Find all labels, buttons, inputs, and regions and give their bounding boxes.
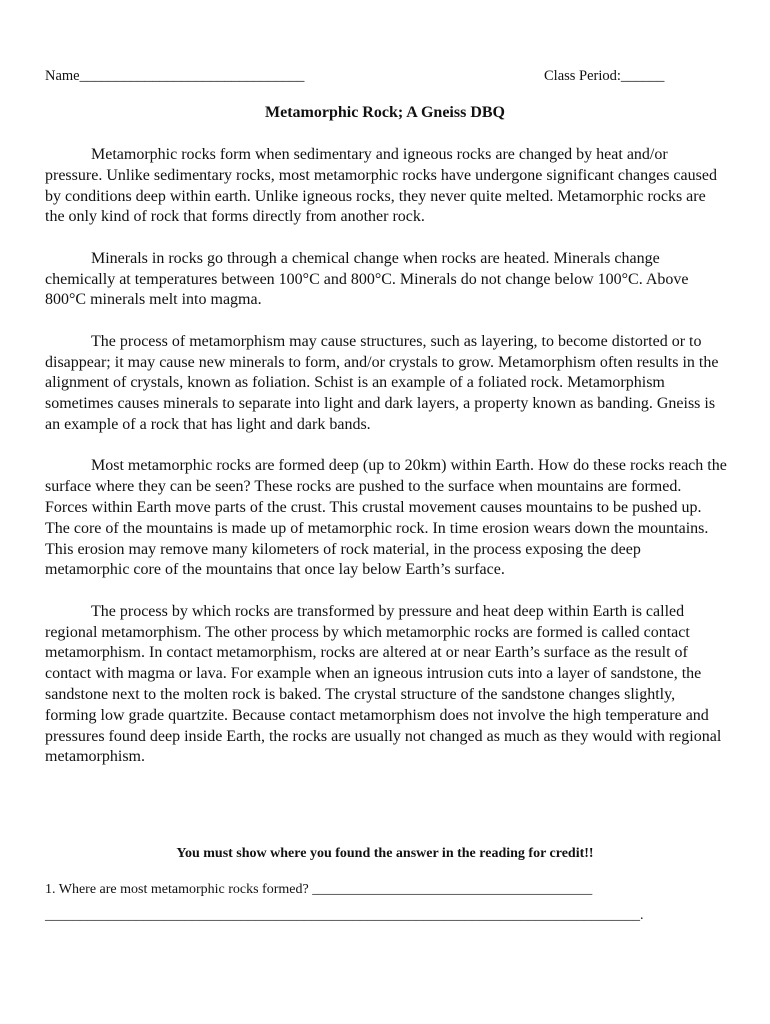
paragraph-metamorphic-intro: Metamorphic rocks form when sedimentary and igneous rocks are changed by heat and/or pressure. Unlike sedimentary rocks, most metamorphic rocks have undergone significant changes caused by conditions deep within earth. Unlike igneous rocks, they never quite melted. Metamorphic rocks are the only kind of rock that forms directly from another rock. <box>45 146 717 226</box>
question-1[interactable]: 1. Where are most metamorphic rocks formed? ________________________________________ <box>45 882 593 897</box>
paragraph-regional-contact: The process by which rocks are transformed by pressure and heat deep within Earth is called regional metamorphism. The other process by which metamorphic rocks are formed is called contact metamorphism. In contact metamorphism, rocks are altered at or near Earth’s surface as the result of contact with magma or lava. For example when an igneous intrusion cuts into a layer of sandstone, the sandstone next to the molten rock is baked. The crystal structure of the sandstone changes slightly, forming low grade quartzite. Because contact metamorphism does not involve the high temperature and pressures found deep inside Earth, the rocks are usually not changed as much as they would with regional metamorphism. <box>45 602 722 766</box>
paragraph-surface-exposure: Most metamorphic rocks are formed deep (up to 20km) within Earth. How do these rocks reach the surface where they can be seen? These rocks are pushed to the surface when mountains are formed. Forces within Earth move parts of the crust. This crustal movement causes mountains to be pushed up. The core of the mountains is made up of metamorphic rock. In time erosion wears down the mountains. This erosion may remove many kilometers of rock material, in the process exposing the deep metamorphic core of the mountains that once lay below Earth’s surface. <box>45 457 727 579</box>
header-row <box>45 68 725 88</box>
question-1-answer-line[interactable]: _____________________________________________________________________________________. <box>45 908 644 923</box>
document-title: Metamorphic Rock; A Gneiss DBQ <box>265 104 505 121</box>
name-field[interactable]: Name_______________________________ <box>45 68 305 84</box>
reading-passage <box>45 145 727 789</box>
credit-instruction: You must show where you found the answer in the reading for credit!! <box>176 846 594 861</box>
class-period-field[interactable]: Class Period:______ <box>544 68 665 84</box>
paragraph-foliation-banding: The process of metamorphism may cause structures, such as layering, to become distorted or to disappear; it may cause new minerals to form, and/or crystals to grow. Metamorphism often results in the alignment of crystals, known as foliation. Schist is an example of a foliated rock. Metamorphism sometimes causes minerals to separate into light and dark layers, a property known as banding. Gneiss is an example of a rock that has light and dark bands. <box>45 332 719 433</box>
paragraph-mineral-change: Minerals in rocks go through a chemical change when rocks are heated. Minerals change chemically at temperatures between 100°C and 800°C. Minerals do not change below 100°C. Above 800°C minerals melt into magma. <box>45 249 689 309</box>
